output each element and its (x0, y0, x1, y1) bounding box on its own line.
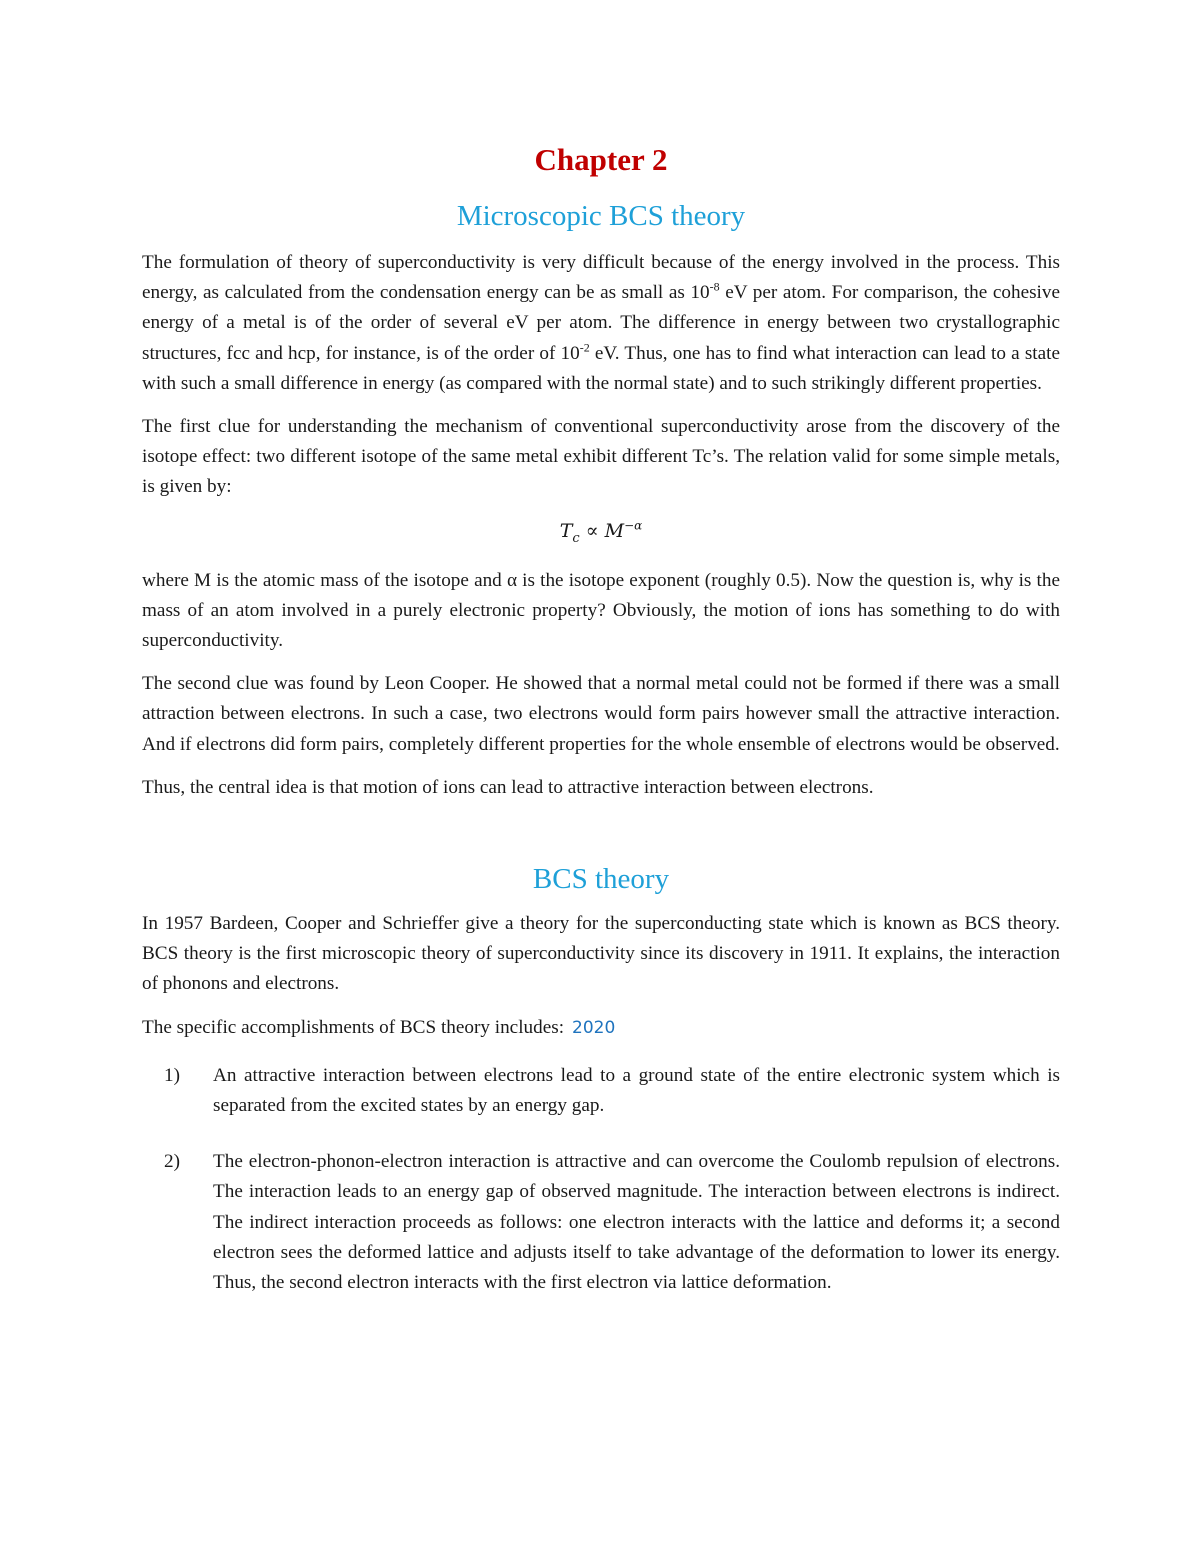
paragraph-formulation (142, 248, 1060, 399)
paragraph-accomplishments-intro (142, 1013, 1060, 1043)
paragraph-central-idea: Thus, the central idea is that motion of ions can lead to attractive interaction between electrons. (142, 776, 874, 798)
equation-operator: ∝ (579, 519, 605, 542)
paragraph-text: eV per atom. For comparison, the cohesive energy of a metal is of the order of several eV per atom. The difference in energy between two crystallographic structures, fcc and hcp, for instance, is of the order of 10 (142, 282, 1060, 364)
paragraph-text: The formulation of theory of superconductivity is very difficult because of the energy involved in the process. This energy, as calculated from the condensation energy can be as small as 10 (142, 252, 1060, 304)
paragraph-bcs-history: In 1957 Bardeen, Cooper and Schrieffer give a theory for the superconducting state which is known as BCS theory. BCS theory is the first microscopic theory of superconductivity since its discovery in 1911. It explains, the interaction of phonons and electrons. (142, 913, 1060, 995)
list-item-number: 2) (164, 1151, 180, 1173)
equation-rhs: M (604, 519, 625, 542)
paragraph-atomic-mass: where M is the atomic mass of the isotope and α is the isotope exponent (roughly 0.5). Now the question is, why is the mass of an atom involved in a purely electronic property? Obviously, the motion of ions has something to do with superconductivity. (142, 569, 1060, 652)
list-item-text: An attractive interaction between electrons lead to a ground state of the entire electronic system which is separated from the excited states by an energy gap. (213, 1064, 1060, 1117)
document-page (142, 138, 1060, 1324)
list-item (142, 1061, 1060, 1121)
exponent: -8 (709, 279, 720, 294)
paragraph-text: The specific accomplishments of BCS theory includes: (142, 1016, 565, 1038)
year-tag: 2020 (572, 1017, 616, 1038)
paragraph-text: eV. Thus, one has to find what interaction can lead to a state with such a small difference in energy (as compared with the normal state) and to such strikingly different properties. (142, 342, 1060, 394)
chapter-title: Chapter 2 (534, 142, 668, 177)
paragraph-isotope-effect: The first clue for understanding the mechanism of conventional superconductivity arose from the discovery of the isotope effect: two different isotope of the same metal exhibit different Tc’s. The relation valid for some simple metals, is given by: (142, 416, 1060, 498)
accomplishments-list (142, 1061, 1060, 1298)
equation-rhs-exponent: −α (624, 518, 643, 533)
isotope-equation (142, 516, 1060, 546)
list-item (142, 1147, 1060, 1298)
section-title-bcs-theory: BCS theory (532, 863, 670, 896)
list-item-number: 1) (164, 1064, 180, 1086)
exponent: -2 (579, 340, 590, 355)
list-item-text: The electron-phonon-electron interaction is attractive and can overcome the Coulomb repulsion of electrons. The interaction leads to an energy gap of observed magnitude. The interaction between electrons is indirect. The indirect interaction proceeds as follows: one electron interacts with the lattice and deforms it; a second electron sees the deformed lattice and adjusts itself to take advantage of the deformation to lower its energy. Thus, the second electron interacts with the first electron via lattice deformation. (213, 1151, 1060, 1294)
equation-lhs-subscript: c (572, 530, 580, 546)
section-title-microscopic-bcs: Microscopic BCS theory (456, 200, 746, 232)
paragraph-cooper: The second clue was found by Leon Cooper. He showed that a normal metal could not be formed if there was a small attraction between electrons. In such a case, two electrons would form pairs however small the attractive interaction. And if electrons did form pairs, completely different properties for the whole ensemble of electrons would be observed. (142, 673, 1060, 755)
equation-lhs: T (559, 519, 573, 542)
